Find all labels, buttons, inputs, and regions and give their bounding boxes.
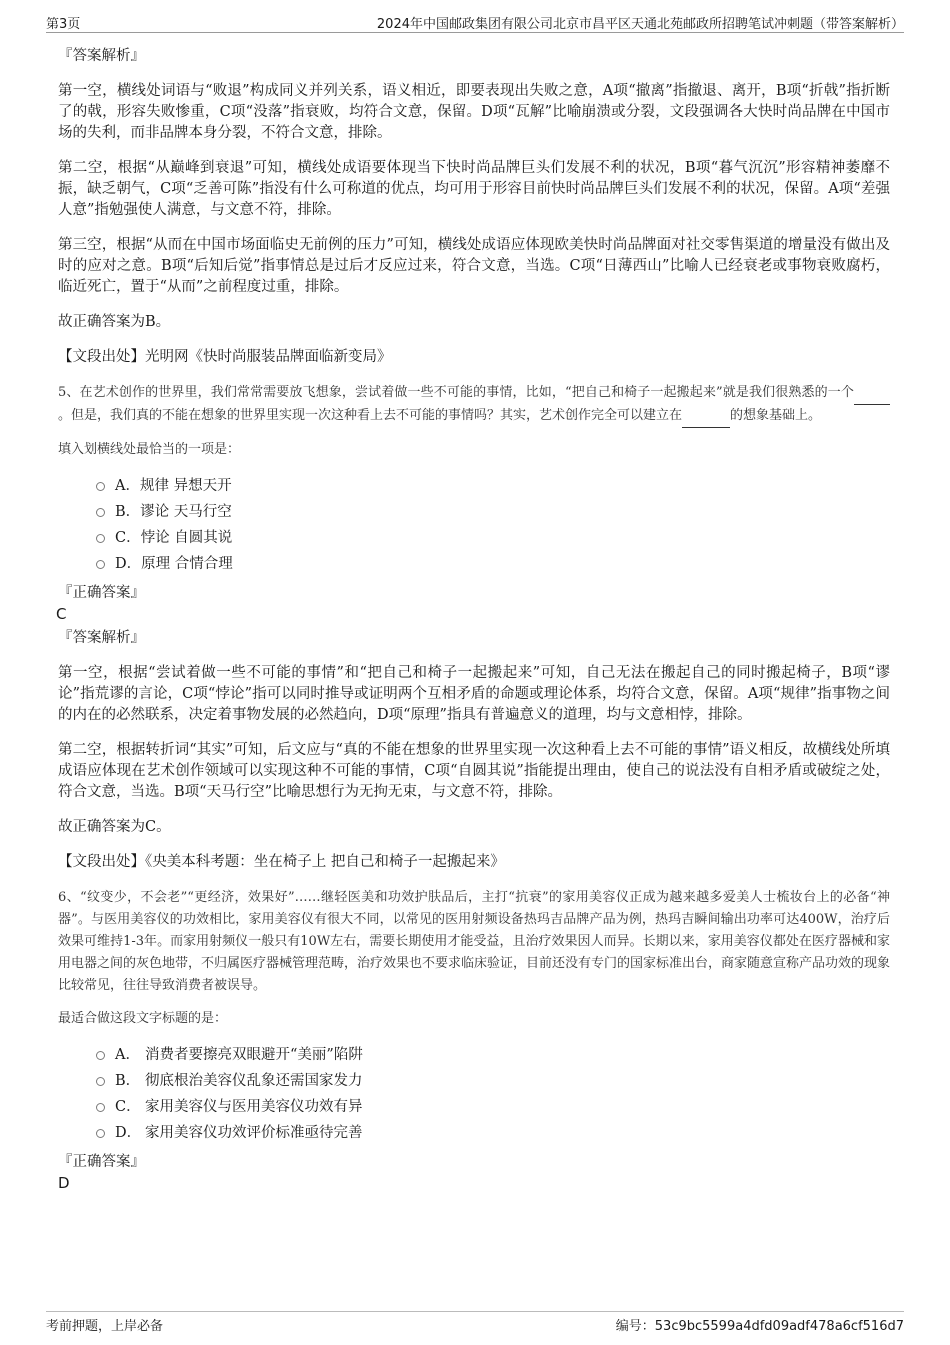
radio-icon[interactable]	[96, 534, 105, 543]
q4-analysis-p3: 第三空，根据“从而在中国市场面临史无前例的压力”可知，横线处成语应体现欧美快时尚品牌面对社交零售渠道的增量没有做出及时的应对之意。B项“后知后觉”指事情总是过后才反应过来，符合文意，当选。C项“日薄西山”比喻人已经衰老或事物衰败腐朽，临近死亡，置于“从而”之前程度过重，排除。	[58, 237, 890, 295]
q4-analysis-label: 『答案解析』	[58, 48, 145, 64]
radio-icon[interactable]	[96, 1129, 105, 1138]
radio-icon[interactable]	[96, 1077, 105, 1086]
q6-option-c[interactable]: C． 家用美容仪与医用美容仪功效有异	[96, 1094, 890, 1120]
document-id: 编号：53c9bc5599a4dfd09adf478a6cf516d7	[615, 1319, 904, 1334]
q4-conclusion: 故正确答案为B。	[58, 314, 171, 330]
radio-icon[interactable]	[96, 508, 105, 517]
q5-option-c[interactable]: C．悖论 自圆其说	[96, 525, 890, 551]
q6-option-a[interactable]: A． 消费者要擦亮双眼避开“美丽”陷阱	[96, 1042, 890, 1068]
q6-option-b[interactable]: B． 彻底根治美容仪乱象还需国家发力	[96, 1068, 890, 1094]
page-number: 第3页	[46, 17, 81, 32]
q5-options	[96, 473, 890, 577]
radio-icon[interactable]	[96, 1051, 105, 1060]
q6-stem: 6、“纹变少，不会老”“更经济，效果好”……继轻医美和功效护肤品后，主打“抗衰”的家用美容仪正成为越来越多爱美人士梳妆台上的必备“神器”。与医用美容仪的功效相比，家用美容仪有很大不同，以常见的医用射频设备热玛吉品牌产品为例，热玛吉瞬间输出功率可达400W，治疗后效果可维持1-3年。而家用射频仪一般只有10W左右，需要长期使用才能受益，且治疗效果因人而异。长期以来，家用美容仪都处在医疗器械和家用电器之间的灰色地带，不归属医疗器械管理范畴，治疗效果也不要求临床验证，目前还没有专门的国家标准出台，商家随意宣称产品功效的现象比较常见，往往导致消费者被误导。	[58, 890, 891, 993]
q5-stem: 5、在艺术创作的世界里，我们常常需要放飞想象，尝试着做一些不可能的事情，比如，“把自己和椅子一起搬起来”就是我们很熟悉的一个 。但是，我们真的不能在想象的世界里实现一次这种看上去不可能的事情吗？其实，艺术创作完全可以建立在 的想象基础上。	[58, 382, 890, 428]
q5-analysis-label: 『答案解析』	[58, 630, 145, 646]
q6-prompt: 最适合做这段文字标题的是：	[58, 1011, 228, 1026]
q5-prompt: 填入划横线处最恰当的一项是：	[58, 442, 241, 457]
q5-option-a[interactable]: A．规律 异想天开	[96, 473, 890, 499]
page-header	[46, 12, 904, 33]
q5-option-d[interactable]: D．原理 合情合理	[96, 551, 890, 577]
q6-options	[96, 1042, 890, 1146]
q5-option-b[interactable]: B．谬论 天马行空	[96, 499, 890, 525]
q5-blank-2	[682, 405, 730, 428]
q4-analysis-p2: 第二空，根据“从巅峰到衰退”可知，横线处成语要体现当下快时尚品牌巨头们发展不利的状况，B项“暮气沉沉”形容精神萎靡不振，缺乏朝气，C项“乏善可陈”指没有什么可称道的优点，均可用于形容目前快时尚品牌巨头们发展不利的状况，保留。A项“差强人意”指勉强使人满意，与文意不符，排除。	[58, 160, 890, 218]
q6-option-d[interactable]: D． 家用美容仪功效评价标准亟待完善	[96, 1120, 890, 1146]
radio-icon[interactable]	[96, 560, 105, 569]
q6-answer-label: 『正确答案』	[58, 1154, 145, 1170]
q4-analysis-p1: 第一空，横线处词语与“败退”构成同义并列关系，语义相近，即要表现出失败之意，A项“撤离”指撤退、离开，B项“折戟”指折断了的戟，形容失败惨重，C项“没落”指衰败，均符合文意，保留。D项“瓦解”比喻崩溃或分裂，文段强调各大快时尚品牌在中国市场的失利，而非品牌本身分裂，不符合文意，排除。	[58, 83, 890, 141]
q5-analysis-p1: 第一空，根据“尝试着做一些不可能的事情”和“把自己和椅子一起搬起来”可知，自己无法在搬起自己的同时搬起椅子，B项“谬论”指荒谬的言论，C项“悖论”指可以同时推导或证明两个互相矛盾的命题或理论体系，均符合文意，保留。A项“规律”指事物之间的内在的必然联系，决定着事物发展的必然趋向，D项“原理”指具有普遍意义的道理，均与文意相悖，排除。	[58, 665, 890, 723]
document-body	[58, 46, 890, 1197]
q5-blank-1	[854, 382, 890, 405]
radio-icon[interactable]	[96, 482, 105, 491]
document-title: 2024年中国邮政集团有限公司北京市昌平区天通北苑邮政所招聘笔试冲刺题（带答案解析）	[376, 17, 904, 32]
page-footer	[46, 1311, 904, 1332]
q5-source: 【文段出处】《央美本科考题：坐在椅子上 把自己和椅子一起搬起来》	[58, 854, 505, 870]
q5-answer-label: 『正确答案』	[58, 585, 145, 601]
q5-answer: C	[56, 605, 67, 623]
q4-source: 【文段出处】光明网《快时尚服装品牌面临新变局》	[58, 349, 392, 365]
footer-slogan: 考前押题，上岸必备	[46, 1319, 164, 1334]
radio-icon[interactable]	[96, 1103, 105, 1112]
q5-analysis-p2: 第二空，根据转折词“其实”可知，后文应与“真的不能在想象的世界里实现一次这种看上去不可能的事情”语义相反，故横线处所填成语应体现在艺术创作领域可以实现这种不可能的事情，C项“自圆其说”指能提出理由，使自己的说法没有自相矛盾或破绽之处，符合文意，当选。B项“天马行空”比喻思想行为无拘无束，与文意不符，排除。	[58, 742, 890, 800]
q6-answer: D	[58, 1174, 70, 1192]
q5-conclusion: 故正确答案为C。	[58, 819, 171, 835]
